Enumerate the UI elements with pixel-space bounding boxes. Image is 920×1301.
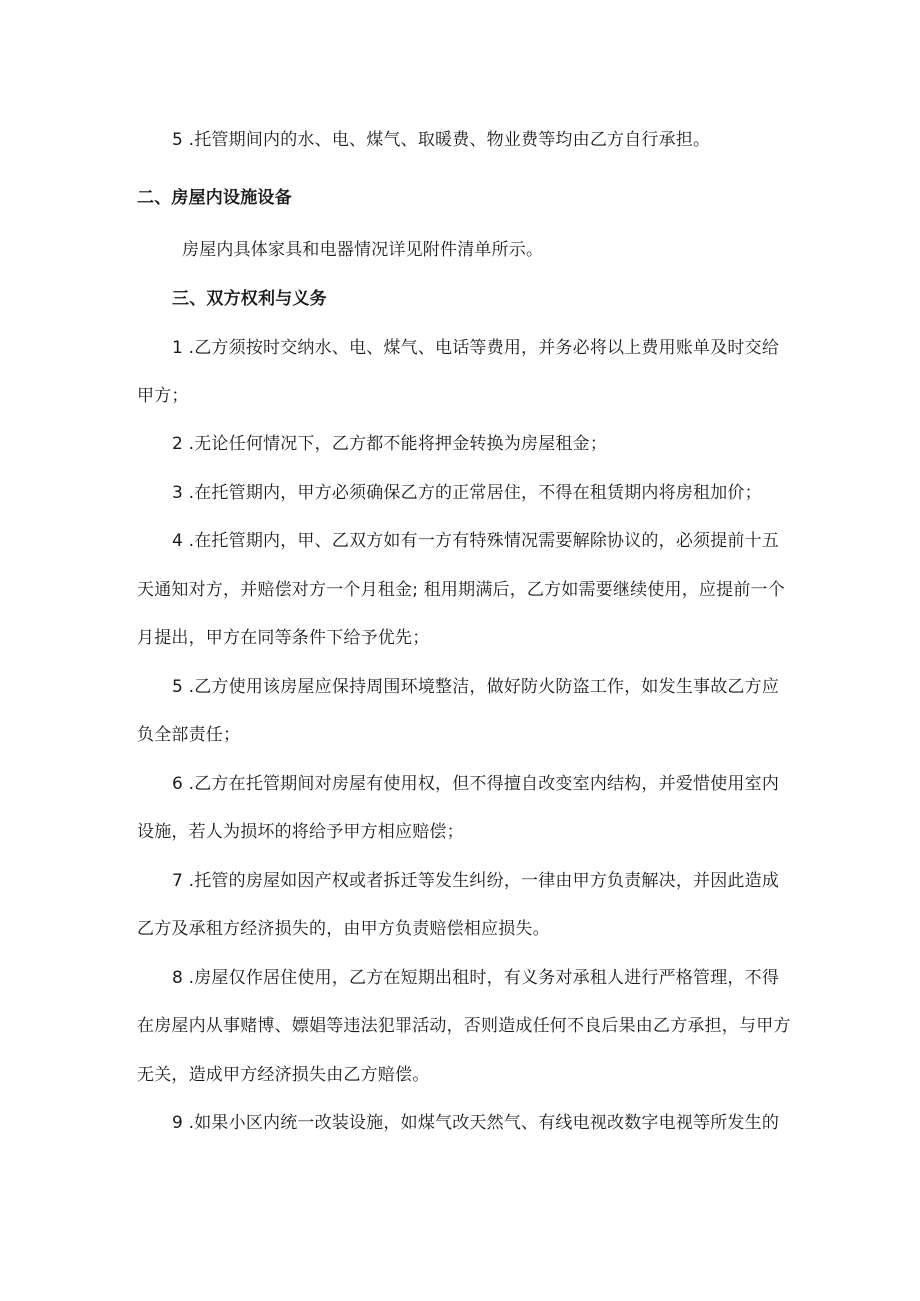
clause-7-line-1: 7 .托管的房屋如因产权或者拆迁等发生纠纷，一律由甲方负责解决，并因此造成 [172,871,780,891]
clause-5b-line-2: 负全部责任； [137,725,241,745]
clause-5-line: 5 .托管期间内的水、电、煤气、取暖费、物业费等均由乙方自行承担。 [172,130,711,150]
clause-8-line-2: 在房屋内从事赌博、嫖娼等违法犯罪活动，否则造成任何不良后果由乙方承担，与甲方 [137,1016,791,1036]
clause-1-line-2: 甲方； [137,386,189,406]
section-heading-rights-obligations: 三、双方权利与义务 [172,289,327,309]
clause-4-line-1: 4 .在托管期内，甲、乙双方如有一方有特殊情况需要解除协议的，必须提前十五 [172,531,780,551]
clause-8-line-3: 无关，造成甲方经济损失由乙方赔偿。 [137,1065,430,1085]
section-heading-facilities: 二、房屋内设施设备 [137,188,292,208]
clause-4-line-2: 天通知对方，并赔偿对方一个月租金; 租用期满后，乙方如需要继续使用，应提前一个 [137,580,785,600]
clause-6-line-1: 6 .乙方在托管期间对房屋有使用权，但不得擅自改变室内结构，并爱惜使用室内 [172,774,780,794]
clause-6-line-2: 设施，若人为损坏的将给予甲方相应赔偿； [137,822,464,842]
clause-2-line: 2 .无论任何情况下，乙方都不能将押金转换为房屋租金； [172,434,608,454]
clause-9-line-1: 9 .如果小区内统一改装设施，如煤气改天然气、有线电视改数字电视等所发生的 [172,1113,780,1133]
clause-8-line-1: 8 .房屋仅作居住使用，乙方在短期出租时，有义务对承租人进行严格管理，不得 [172,968,780,988]
clause-4-line-3: 月提出，甲方在同等条件下给予优先； [137,628,430,648]
clause-3-line: 3 .在托管期内，甲方必须确保乙方的正常居住，不得在租赁期内将房租加价； [172,483,762,503]
facilities-paragraph: 房屋内具体家具和电器情况详见附件清单所示。 [182,240,544,260]
clause-7-line-2: 乙方及承租方经济损失的，由甲方负责赔偿相应损失。 [137,919,550,939]
clause-5b-line-1: 5 .乙方使用该房屋应保持周围环境整洁，做好防火防盗工作，如发生事故乙方应 [172,677,780,697]
clause-1-line-1: 1 .乙方须按时交纳水、电、煤气、电话等费用，并务必将以上费用账单及时交给 [172,338,780,358]
